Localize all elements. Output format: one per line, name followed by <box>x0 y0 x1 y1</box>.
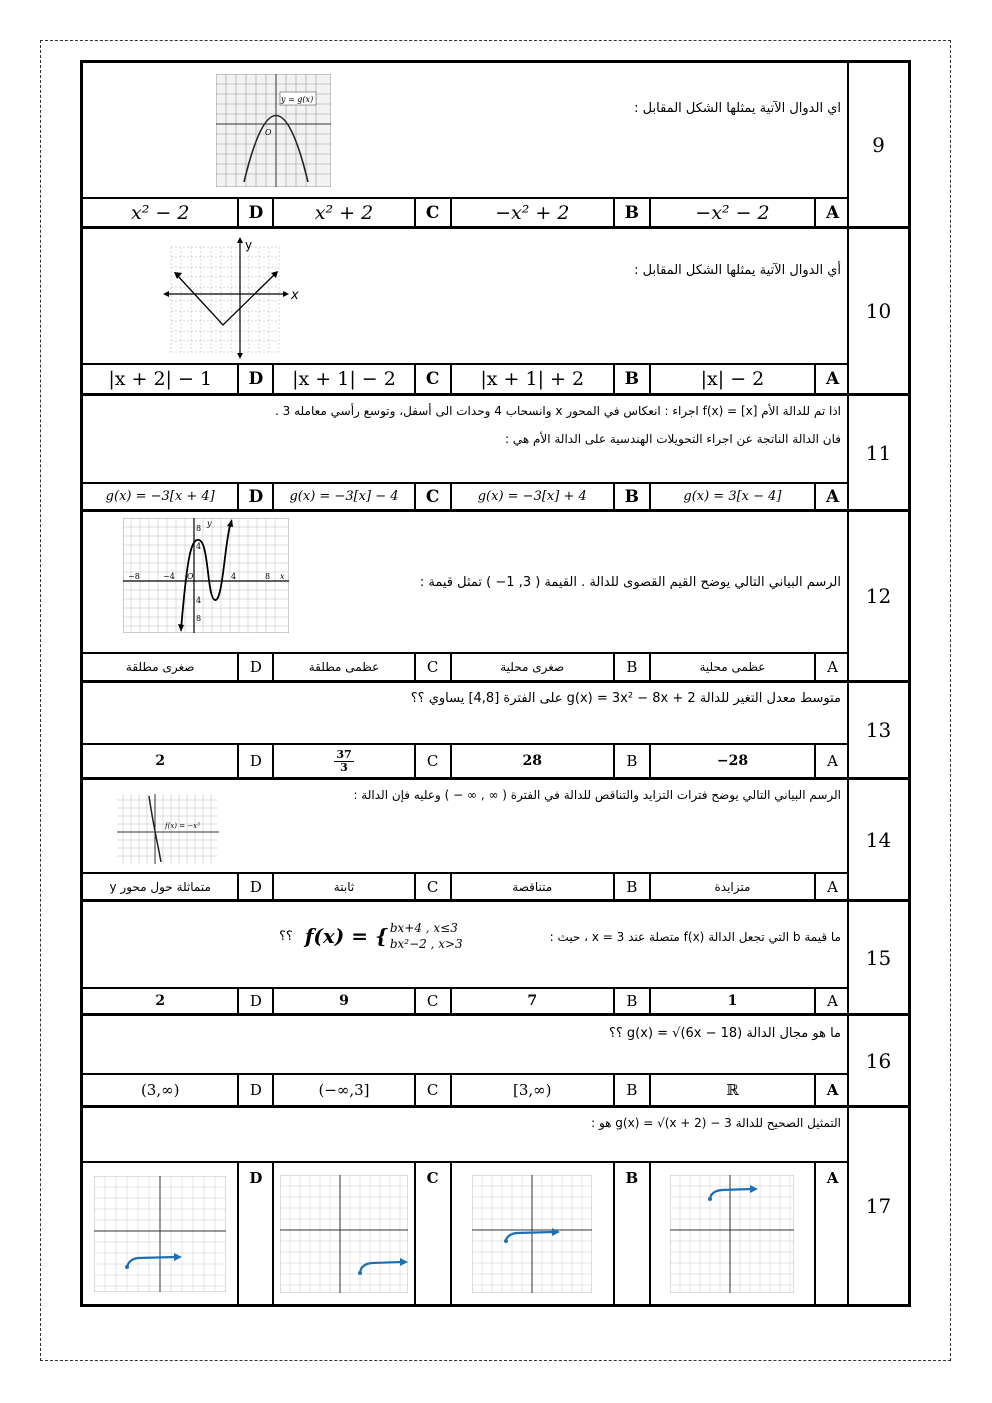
tick-label: −8 <box>128 572 140 581</box>
exam-table <box>80 60 911 1307</box>
option-a-letter: A <box>814 199 849 226</box>
option-a-letter: A <box>814 1075 849 1105</box>
question-number: 14 <box>847 780 908 899</box>
tick-label: 4 <box>196 542 202 551</box>
fx-label: f(x) = { <box>304 924 388 948</box>
question-marks: ؟؟ <box>279 928 293 944</box>
option-b-letter: B <box>613 874 649 899</box>
graph-label: y = g(x) <box>281 95 314 104</box>
sqrt-graph-a <box>670 1175 794 1293</box>
x-axis-label: x <box>291 288 299 303</box>
question-stem: ما هو مجال الدالة g(x) = √(6x − 18) ؟؟ <box>608 1026 841 1041</box>
option-d-letter: D <box>237 874 272 899</box>
tick-label: 4 <box>231 572 237 581</box>
option-b-letter: B <box>613 1075 649 1105</box>
graph-label: f(x) = −x³ <box>165 822 200 830</box>
sqrt-graph-d <box>94 1176 226 1292</box>
option-b-letter: B <box>613 654 649 680</box>
fraction-denominator: 3 <box>340 760 348 774</box>
option-d-value[interactable]: g(x) = −3[x + 4] <box>105 489 215 504</box>
question-number: 11 <box>847 396 908 509</box>
option-d-letter: D <box>237 484 272 509</box>
option-d-value[interactable]: x² − 2 <box>130 201 190 224</box>
tick-label: 8 <box>196 614 202 623</box>
question-10 <box>83 229 908 396</box>
options-row <box>83 482 849 509</box>
question-number: 12 <box>847 512 908 680</box>
tick-label: −4 <box>163 572 175 581</box>
options-row <box>83 743 849 777</box>
graph-options-row <box>83 1161 849 1304</box>
origin-label: O <box>187 572 194 581</box>
question-number: 17 <box>847 1108 908 1304</box>
extrema-graph <box>123 518 289 633</box>
options-row <box>83 1073 849 1105</box>
option-d-letter: D <box>237 745 272 777</box>
svg-text:O: O <box>265 128 272 137</box>
option-c-letter: C <box>414 1163 450 1304</box>
option-b-letter: B <box>613 199 649 226</box>
option-d-letter: D <box>237 199 272 226</box>
question-number: 10 <box>847 229 908 393</box>
question-stem: اي الدوال الآتية يمثلها الشكل المقابل : <box>634 101 841 116</box>
option-a-value[interactable]: |x| − 2 <box>649 365 814 393</box>
option-a-letter: A <box>814 654 849 680</box>
question-stem: أي الدوال الآتية يمثلها الشكل المقابل : <box>634 263 841 278</box>
option-c-value[interactable]: |x + 1| − 2 <box>272 365 413 393</box>
option-a-letter: A <box>814 989 849 1013</box>
option-c-letter: C <box>414 745 450 777</box>
option-d-value[interactable]: صغرى مطلقة <box>125 660 195 674</box>
option-d-value[interactable]: |x + 2| − 1 <box>108 368 213 390</box>
option-c-letter: C <box>414 989 450 1013</box>
option-d-value[interactable]: (3,∞) <box>140 1081 180 1099</box>
option-a-value[interactable]: −28 <box>649 745 814 777</box>
options-row <box>83 872 849 899</box>
question-number: 13 <box>847 683 908 777</box>
options-row <box>83 652 849 680</box>
option-c-graph[interactable] <box>272 1163 413 1304</box>
option-c-letter: C <box>414 199 450 226</box>
option-b-value[interactable]: متناقصة <box>450 874 613 899</box>
option-b-value[interactable]: [3,∞) <box>450 1075 613 1105</box>
x-axis-label: x <box>280 572 285 581</box>
absolute-value-graph <box>163 237 303 359</box>
option-c-letter: C <box>414 654 450 680</box>
option-a-letter: A <box>814 745 849 777</box>
question-stem: التمثيل الصحيح للدالة g(x) = √(x + 2) − 3 هو : <box>591 1116 841 1130</box>
question-stem-line-1: اذا تم للدالة الأم f(x) = [x] اجراء : انعكاس في المحور x وانسحاب 4 وحدات الى أسفل، وتوسع رأسي معامله 3 . <box>275 404 841 418</box>
question-17 <box>83 1108 908 1304</box>
option-b-graph[interactable] <box>450 1163 613 1304</box>
option-d-letter: D <box>237 989 272 1013</box>
question-12 <box>83 512 908 683</box>
option-c-value[interactable]: 9 <box>272 989 413 1013</box>
option-b-value[interactable]: |x + 1| + 2 <box>450 365 613 393</box>
option-a-letter: A <box>814 484 849 509</box>
question-number: 9 <box>847 63 908 226</box>
fraction-numerator: 37 <box>336 747 352 761</box>
option-b-value[interactable]: −x² + 2 <box>450 199 613 226</box>
option-c-letter: C <box>414 365 450 393</box>
option-a-letter: A <box>814 874 849 899</box>
option-c-value[interactable]: ثابتة <box>272 874 413 899</box>
option-c-value[interactable]: g(x) = −3[x] − 4 <box>272 484 413 509</box>
option-b-value[interactable]: 7 <box>450 989 613 1013</box>
option-a-letter: A <box>814 365 849 393</box>
option-a-value[interactable]: g(x) = 3[x − 4] <box>649 484 814 509</box>
option-b-letter: B <box>613 1163 649 1304</box>
question-15 <box>83 902 908 1016</box>
option-d-letter: D <box>237 365 272 393</box>
option-a-value[interactable]: ℝ <box>649 1075 814 1105</box>
sqrt-graph-c <box>280 1175 408 1293</box>
tick-label: 8 <box>196 524 202 533</box>
option-b-letter: B <box>613 745 649 777</box>
y-axis-label: y <box>207 519 212 528</box>
option-d-value[interactable]: متماثلة حول محور y <box>109 879 211 894</box>
option-a-value[interactable]: متزايدة <box>649 874 814 899</box>
options-row <box>83 197 849 226</box>
option-d-letter: D <box>237 654 272 680</box>
option-c-value[interactable]: عظمى مطلقة <box>272 654 413 680</box>
question-14 <box>83 780 908 902</box>
option-d-value[interactable]: 2 <box>155 753 166 769</box>
option-c-letter: C <box>414 484 450 509</box>
y-axis-label: y <box>245 238 253 252</box>
option-a-value[interactable]: 1 <box>649 989 814 1013</box>
piece-2: bx²−2 , x>3 <box>389 937 463 951</box>
question-stem: الرسم البياني التالي يوضح القيم القصوى للدالة . القيمة ( 3, 1− ) تمثل قيمة : <box>419 575 841 590</box>
option-d-graph[interactable] <box>83 1163 237 1304</box>
tick-label: 4 <box>196 596 202 605</box>
question-stem: الرسم البياني التالي يوضح فترات التزايد والتناقص للدالة في الفترة ( ∞ , ∞ − ) وعليه فإن الدالة : <box>353 788 841 802</box>
option-c-letter: C <box>414 874 450 899</box>
option-b-value[interactable]: صغرى محلية <box>450 654 613 680</box>
cubic-graph <box>117 794 223 864</box>
option-b-letter: B <box>613 365 649 393</box>
piecewise-function <box>279 920 463 952</box>
question-16 <box>83 1016 908 1108</box>
question-number: 16 <box>847 1016 908 1105</box>
option-d-letter: D <box>237 1163 272 1304</box>
option-d-value[interactable]: 2 <box>155 993 166 1009</box>
question-13 <box>83 683 908 780</box>
question-number: 15 <box>847 902 908 1013</box>
option-b-value[interactable]: g(x) = −3[x] + 4 <box>450 484 613 509</box>
question-stem: متوسط معدل التغير للدالة g(x) = 3x² − 8x + 2 على الفترة [4,8] يساوي ؟؟ <box>410 691 841 706</box>
options-row <box>83 987 849 1013</box>
option-b-letter: B <box>613 484 649 509</box>
sqrt-graph-b <box>472 1175 592 1293</box>
option-c-value[interactable] <box>272 745 413 777</box>
option-a-value[interactable]: عظمى محلية <box>649 654 814 680</box>
question-9 <box>83 63 908 229</box>
question-stem: ما قيمة b التي تجعل الدالة f(x) متصلة عند x = 3 ، حيث : <box>549 930 841 944</box>
question-stem-line-2: فان الدالة الناتجة عن اجراء التحويلات الهندسية على الدالة الأم هي : <box>504 432 841 446</box>
piece-1: bx+4 , x≤3 <box>389 921 458 935</box>
option-d-letter: D <box>237 1075 272 1105</box>
option-c-letter: C <box>414 1075 450 1105</box>
tick-label: 8 <box>265 572 271 581</box>
option-b-value[interactable]: 28 <box>450 745 613 777</box>
option-c-value[interactable]: x² + 2 <box>272 199 413 226</box>
option-b-letter: B <box>613 989 649 1013</box>
option-c-value[interactable]: (−∞,3] <box>272 1075 413 1105</box>
options-row <box>83 363 849 393</box>
option-a-value[interactable]: −x² − 2 <box>649 199 814 226</box>
question-11 <box>83 396 908 512</box>
parabola-graph <box>216 74 331 187</box>
option-a-letter: A <box>814 1163 849 1304</box>
option-a-graph[interactable] <box>649 1163 814 1304</box>
